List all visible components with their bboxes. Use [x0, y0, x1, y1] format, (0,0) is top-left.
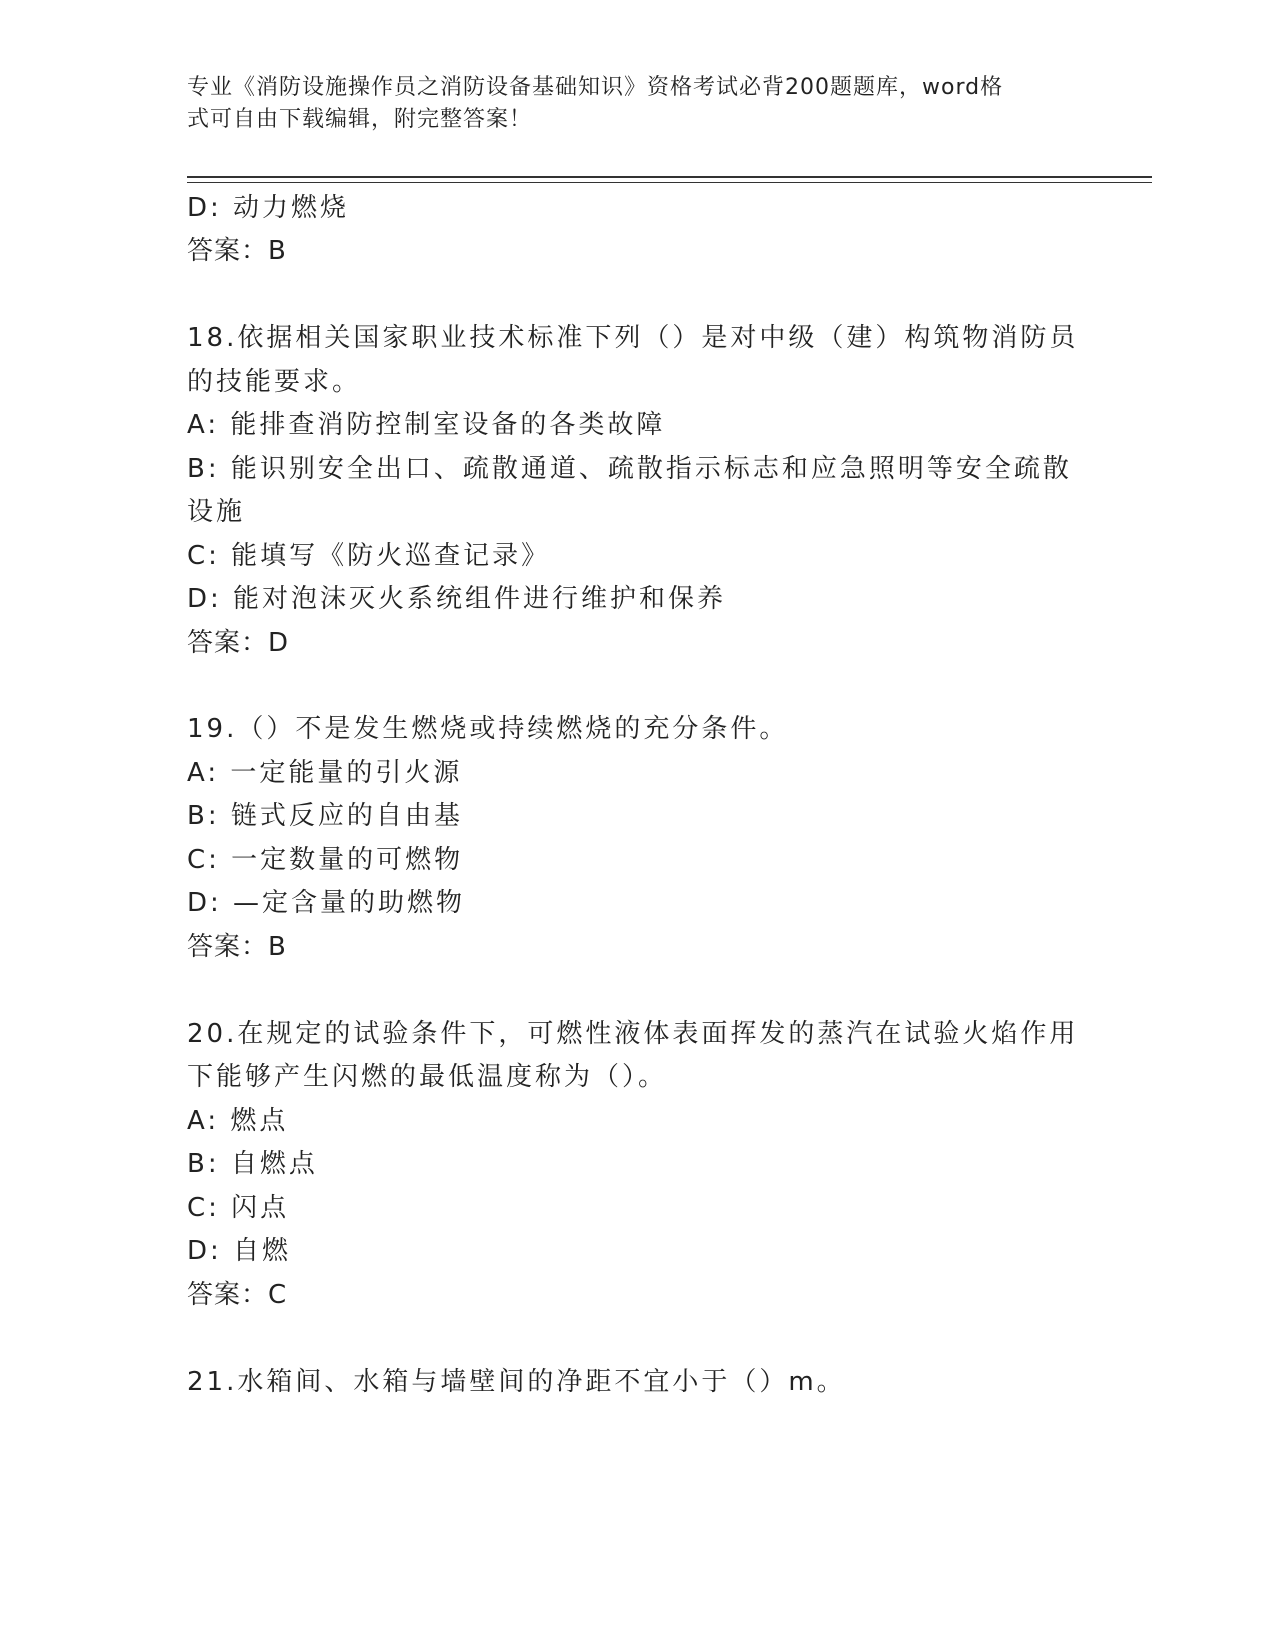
q18-option-b-line-2: 设施: [187, 497, 246, 527]
q17-option-d: D: 动力燃烧: [187, 193, 350, 223]
q20-option-b: B: 自燃点: [187, 1149, 318, 1179]
header-rule-thin: [187, 182, 1152, 183]
q18-answer: 答案：D: [187, 628, 290, 658]
q21-stem: 21.水箱间、水箱与墙壁间的净距不宜小于（）m。: [187, 1367, 846, 1397]
q18-option-a: A: 能排查消防控制室设备的各类故障: [187, 410, 666, 440]
q18-stem-line-1: 18.依据相关国家职业技术标准下列（）是对中级（建）构筑物消防员: [187, 323, 1079, 353]
q19-option-c: C: 一定数量的可燃物: [187, 845, 464, 875]
header-rule-thick: [187, 176, 1152, 178]
header-title-line-2: 式可自由下载编辑，附完整答案！: [187, 107, 533, 132]
q20-answer: 答案：C: [187, 1280, 288, 1310]
q18-option-c: C: 能填写《防火巡查记录》: [187, 541, 551, 571]
q20-option-d: D: 自燃: [187, 1236, 292, 1266]
q19-stem: 19.（）不是发生燃烧或持续燃烧的充分条件。: [187, 714, 789, 744]
q20-option-a: A: 燃点: [187, 1106, 289, 1136]
q20-stem-line-1: 20.在规定的试验条件下，可燃性液体表面挥发的蒸汽在试验火焰作用: [187, 1019, 1079, 1049]
q17-answer: 答案：B: [187, 236, 287, 266]
q18-option-b-line-1: B: 能识别安全出口、疏散通道、疏散指示标志和应急照明等安全疏散: [187, 454, 1072, 484]
q20-option-c: C: 闪点: [187, 1193, 290, 1223]
q19-answer: 答案：B: [187, 932, 287, 962]
q20-stem-line-2: 下能够产生闪燃的最低温度称为（）。: [187, 1062, 668, 1092]
document-header: [187, 72, 1067, 136]
q19-option-d: D: —定含量的助燃物: [187, 888, 466, 918]
q19-option-a: A: 一定能量的引火源: [187, 758, 463, 788]
q19-option-b: B: 链式反应的自由基: [187, 801, 463, 831]
q18-option-d: D: 能对泡沫灭火系统组件进行维护和保养: [187, 584, 727, 614]
q18-stem-line-2: 的技能要求。: [187, 367, 362, 397]
header-title-line-1: 专业《消防设施操作员之消防设备基础知识》资格考试必背200题题库，word格: [187, 75, 1004, 100]
